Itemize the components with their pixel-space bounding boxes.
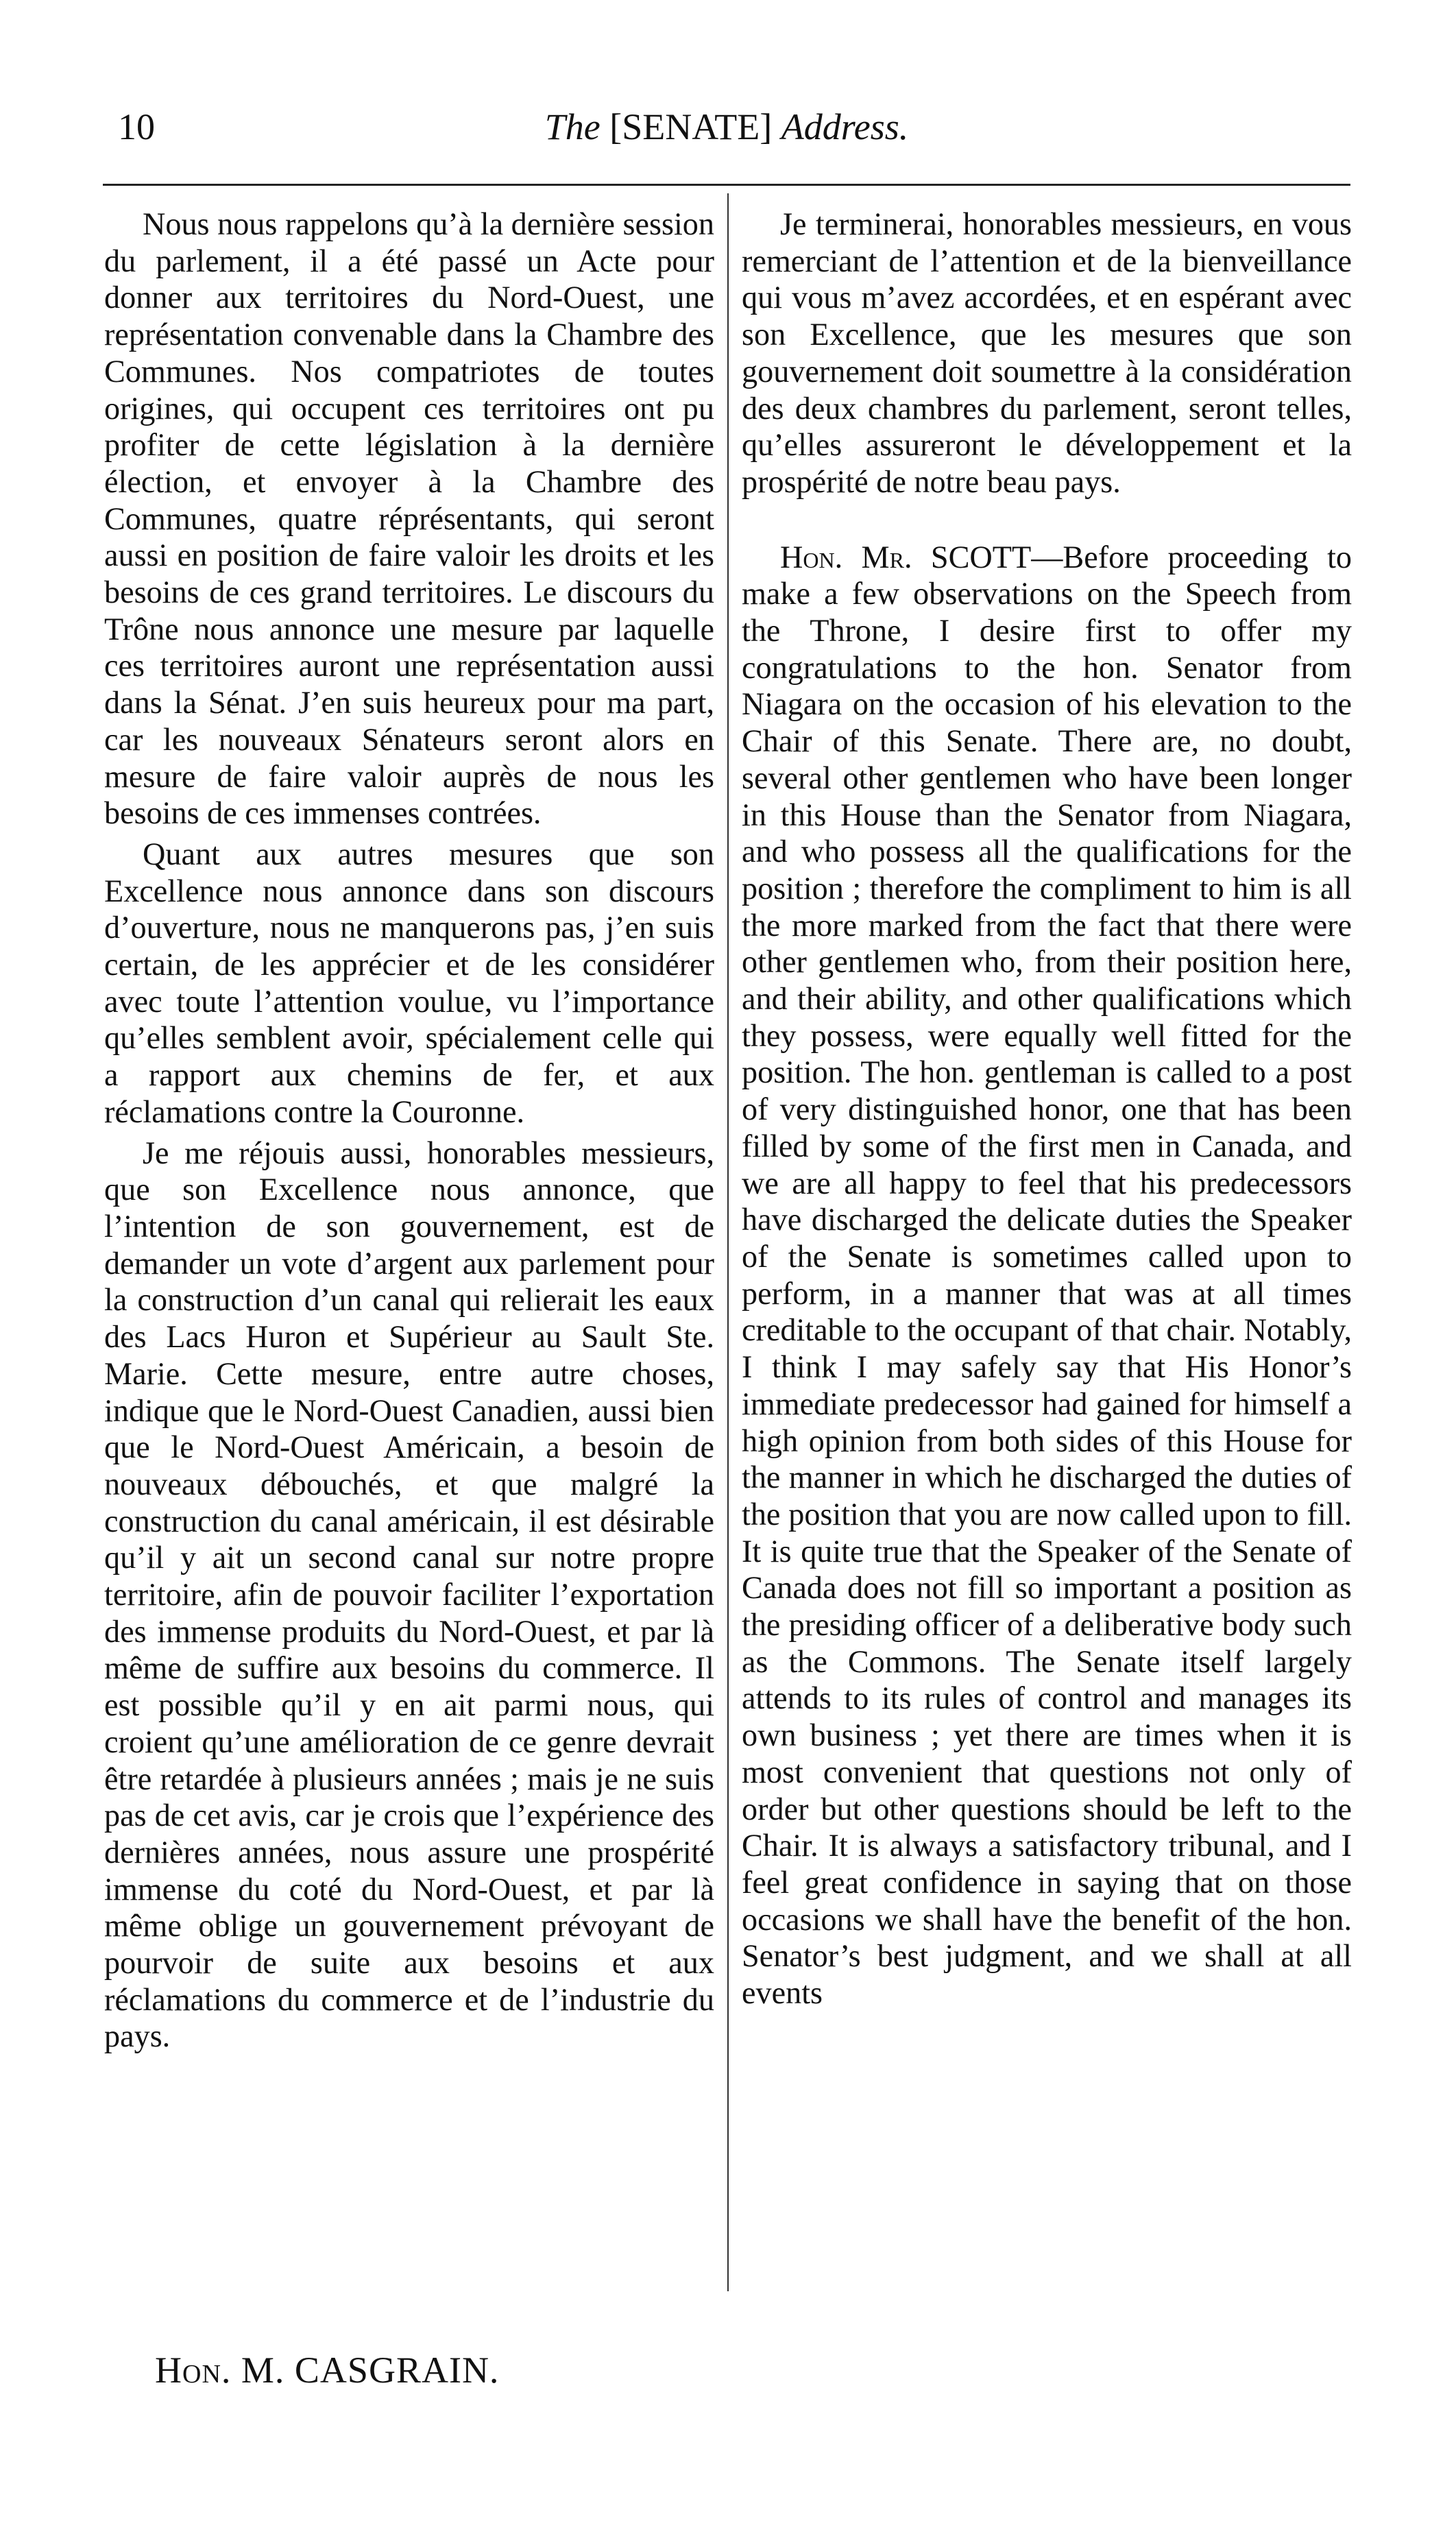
paragraph: Quant aux autres mesures que son Excellence nous annonce dans son discours d’ouverture, nous ne manquerons pas, j’en suis certain, de les apprécier et de les considérer avec toute l’attention voulue, vu l’importance qu’elles semblent avoir, spécialement celle qui a rapport aux chemins de fer, et aux réclamations contre la Couronne. (104, 836, 714, 1129)
closing-paragraph: Je terminerai, honorables messieurs, en vous remerciant de l’attention et de la bienveillance qui vous m’avez accordées, et en espérant avec son Excellence, que les mesures que son gouvernement doit soumettre à la considération des deux chambres du parlement, seront telles, qu’elles assureront le développement et la prospérité de notre beau pays. (742, 206, 1352, 499)
column-divider (727, 193, 729, 2291)
running-title (103, 103, 1350, 151)
running-title-address: Address. (781, 106, 909, 147)
speaker-credit: Hon. M. CASGRAIN. (155, 2350, 500, 2391)
speech-text: —Before proceeding to make a few observations on the Speech from the Throne, I desire first to offer my congratulations to the hon. Senator from Niagara on the occasion of his elevation to the Chair of this Senate. There are, no doubt, several other gentlemen who have been longer in this House than the Senator from Niagara, and who possess all the qualifications for the position ; therefore the compliment to him is all the more marked from the fact that there were other gentlemen who, from their position here, and their ability, and other qualifications which they possess, were equally well fitted for the position. The hon. gentleman is called to a post of very distinguished honor, one that has been filled by some of the first men in Canada, and we are all happy to feel that his predecessors have discharged the delicate duties the Speaker of the Senate is sometimes called upon to perform, in a manner that was at all times creditable to the occupant of that chair. Notably, I think I may safely say that His Honor’s immediate predecessor had gained for himself a high opinion from both sides of this House for the manner in which he discharged the duties of the position that you are now called upon to fill. It is quite true that the Speaker of the Senate of Canada does not fill so important a position as the presiding officer of a deliberative body such as the Commons. The Senate itself largely attends to its rules of control and manages its own business ; yet there are times when it is most convenient that questions not only of order but other questions should be left to the Chair. It is always a satisfactory tribunal, and I feel great confidence in saying that on those occasions we shall have the benefit of the hon. Senator’s best judgment, and we shall at all events (742, 539, 1352, 2011)
paragraph: Nous nous rappelons qu’à la dernière session du parlement, il a été passé un Acte pour donner aux territoires du Nord-Ouest, une représentation convenable dans la Chambre des Communes. Nos compatriotes de toutes origines, qui occupent ces territoires ont pu profiter de cette législation à la dernière élection, et envoyer à la Chambre des Communes, quatre réprésentants, qui seront aussi en position de faire valoir les droits et les besoins de ces grand territoires. Le discours du Trône nous annonce une mesure par laquelle ces territoires auront une représentation aussi dans la Sénat. J’en suis heureux pour ma part, car les nouveaux Sénateurs seront alors en mesure de faire valoir auprès de nous les besoins de ces immenses contrées. (104, 206, 714, 831)
speech-paragraph (742, 539, 1352, 2012)
right-column (742, 206, 1352, 2016)
left-column (104, 206, 714, 2059)
running-title-section: [SENATE] (609, 106, 773, 147)
running-title-the: The (544, 106, 600, 147)
paragraph: Je me réjouis aussi, honorables messieurs, que son Excellence nous annonce, que l’intention de son gouvernement, est de demander un vote d’argent aux parlement pour la construction d’un canal qui relierait les eaux des Lacs Huron et Supérieur au Sault Ste. Marie. Cette mesure, entre autre choses, indique que le Nord-Ouest Canadien, aussi bien que le Nord-Ouest Américain, a besoin de nouveaux débouchés, et que malgré la construction du canal américain, il est désirable qu’il y ait un second canal sur notre propre territoire, afin de pouvoir faciliter l’exportation des immense produits du Nord-Ouest, et par là même de suffire aux besoins du commerce. Il est possible qu’il y en ait parmi nous, qui croient qu’une amélioration de ce genre devrait être retardée à plusieurs années ; mais je ne suis pas de cet avis, car je crois que l’expérience des dernières années, nous assure une prospérité immense du coté du Nord-Ouest, et par là même oblige un gouvernement prévoyant de pourvoir de suite aux besoins et aux réclamations du commerce et de l’industrie du pays. (104, 1135, 714, 2054)
header-rule (103, 184, 1350, 186)
speaker-name: Hon. Mr. SCOTT (780, 539, 1032, 575)
page-header (103, 103, 1350, 151)
page-number: 10 (118, 106, 155, 147)
